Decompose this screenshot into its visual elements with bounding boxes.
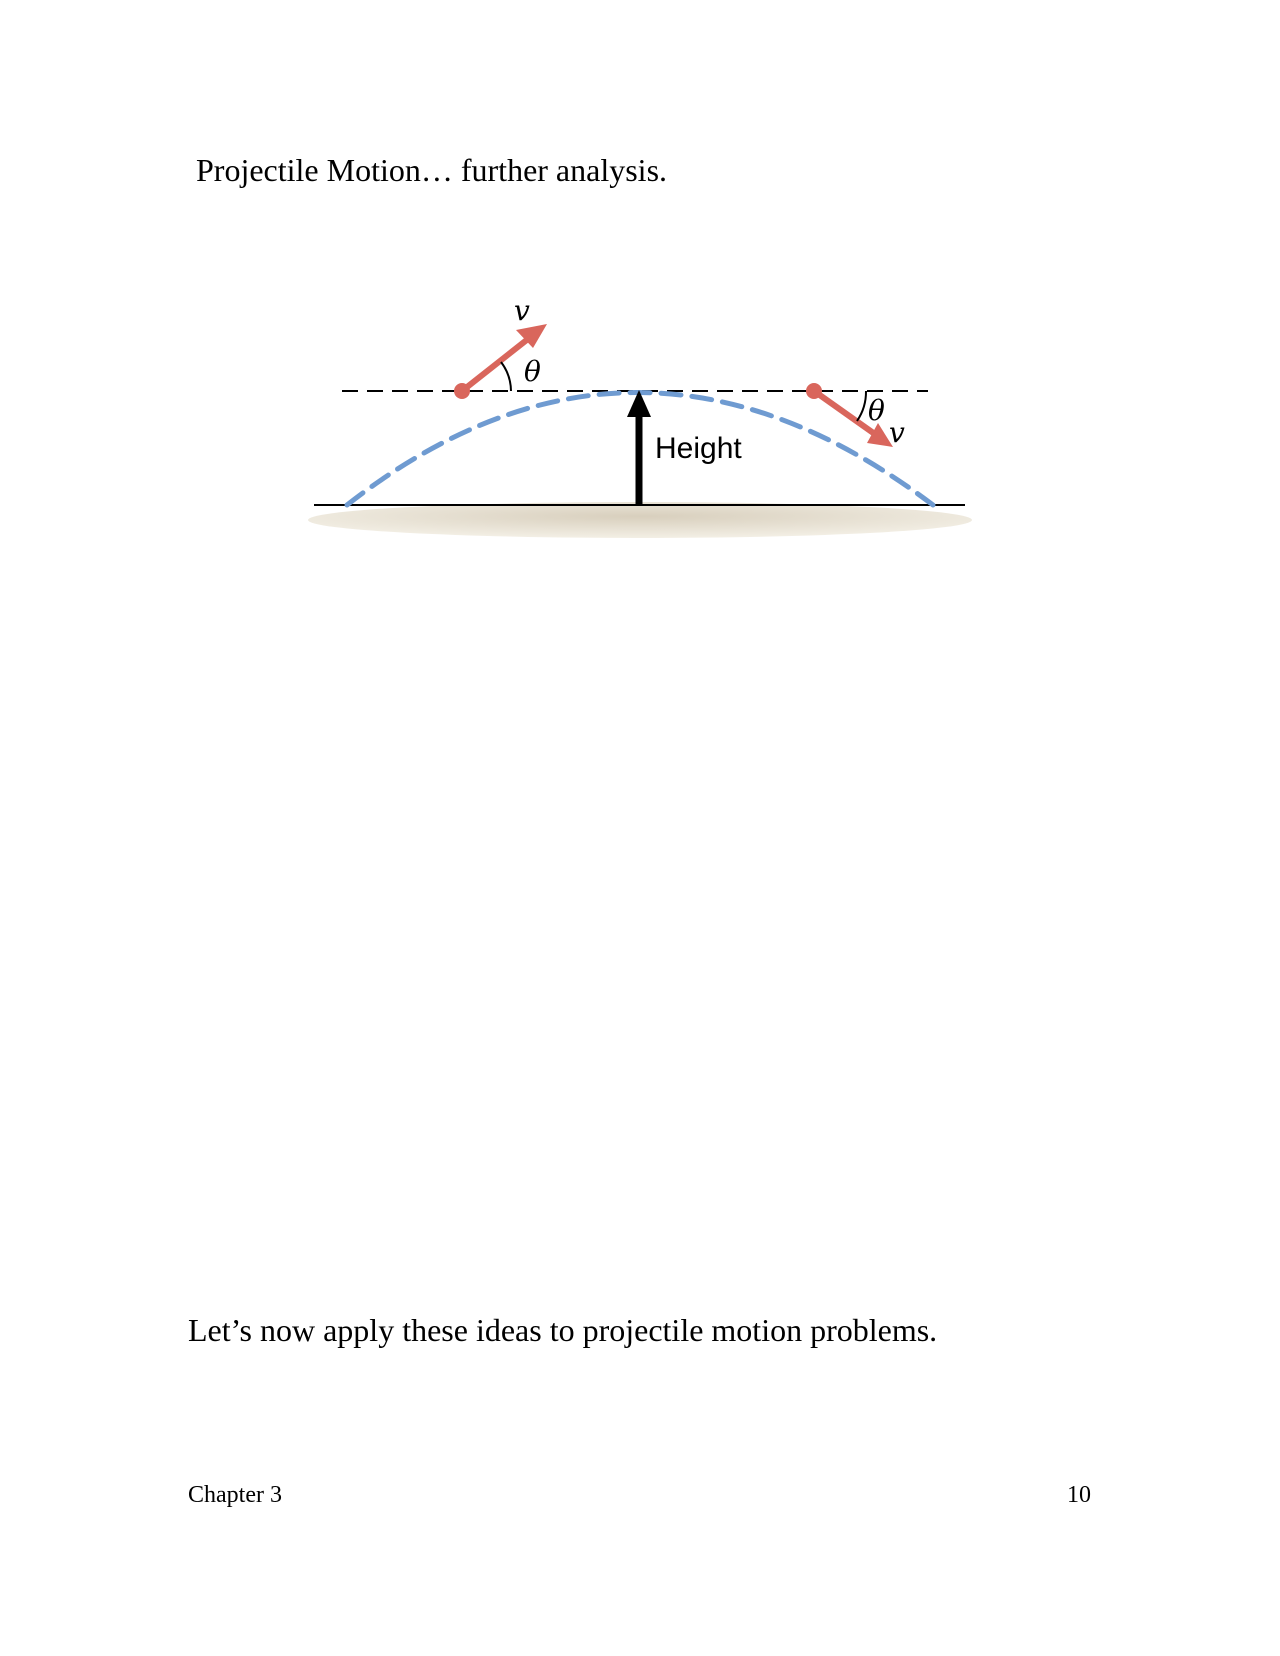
footer-chapter: Chapter 3 [188,1482,282,1508]
right-position-dot [806,383,822,399]
page-heading: Projectile Motion… further analysis. [196,152,668,188]
right-angle-label: θ [868,394,885,427]
body-text-line: Let’s now apply these ideas to projectile motion problems. [188,1312,938,1348]
right-velocity-label: v [889,416,905,449]
ground-shadow [308,502,972,538]
height-label: Height [655,432,742,465]
left-angle-arc [501,362,511,391]
left-velocity-shaft [462,335,533,391]
footer-page-number: 10 [1067,1482,1091,1508]
left-velocity-label: v [514,294,530,327]
left-position-dot [454,383,470,399]
projectile-diagram [300,290,980,560]
right-angle-arc [857,391,866,421]
left-angle-label: θ [524,355,541,388]
projectile-diagram-svg [300,290,980,560]
